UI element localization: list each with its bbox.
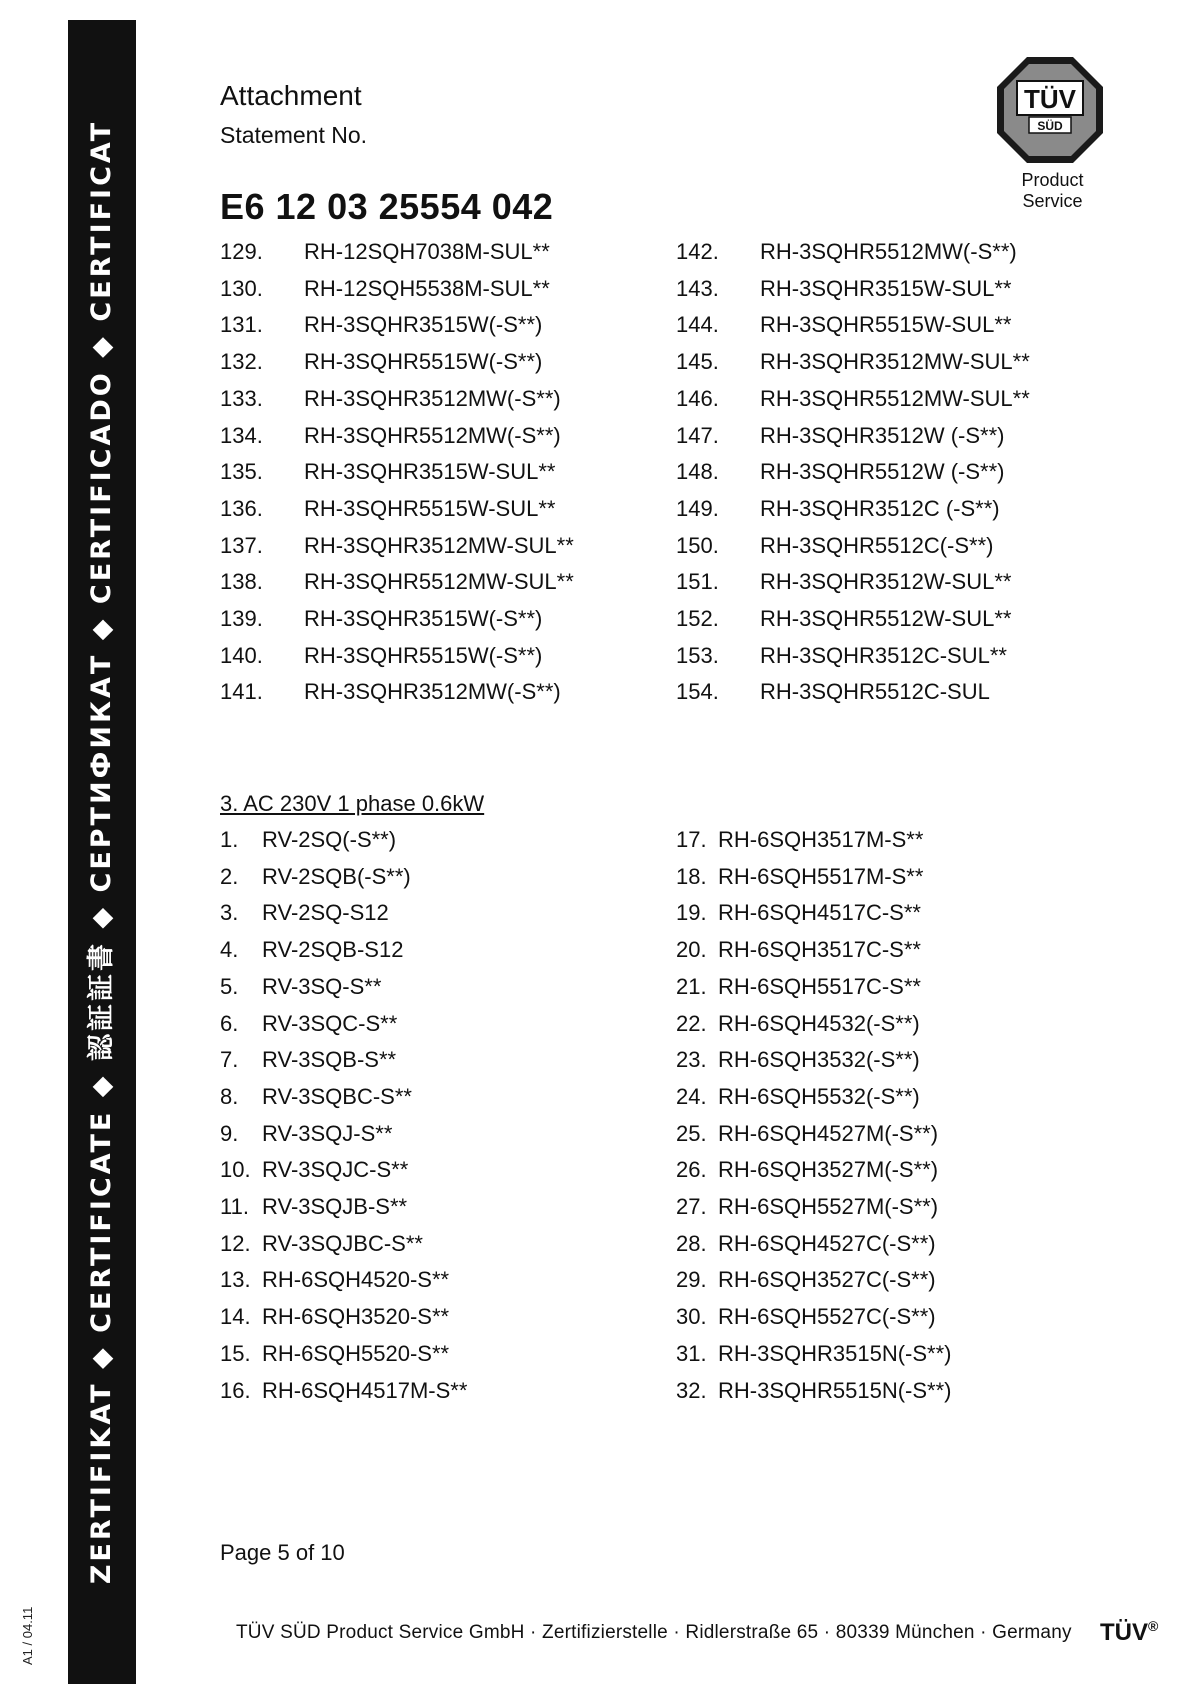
item-model: RH-3SQHR5515W-SUL** — [760, 312, 1012, 338]
item-number: 9. — [220, 1120, 239, 1146]
item-model: RH-3SQHR5512MW(-S**) — [304, 422, 561, 448]
item-model: RH-3SQHR3515N(-S**) — [718, 1340, 952, 1366]
item-number: 152. — [676, 606, 719, 631]
item-number: 32. — [676, 1377, 707, 1403]
item-model: RH-3SQHR5512MW-SUL** — [760, 385, 1030, 411]
item-number: 149. — [676, 495, 719, 521]
item-model: RH-6SQH5517M-S** — [718, 863, 924, 889]
statement-number: E6 12 03 25554 042 — [220, 186, 554, 227]
item-number: 18. — [676, 863, 707, 889]
item-number: 5. — [220, 973, 239, 999]
item-number: 131. — [220, 312, 263, 338]
item-model: RV-3SQ-S** — [262, 973, 382, 999]
item-model: RV-2SQB(-S**) — [262, 863, 411, 889]
item-model: RH-6SQH3532(-S**) — [718, 1047, 920, 1073]
item-number: 1. — [220, 827, 239, 852]
item-number: 136. — [220, 495, 263, 521]
item-number: 6. — [220, 1010, 239, 1036]
item-model: RH-3SQHR5512C(-S**) — [760, 532, 994, 558]
item-number: 24. — [676, 1083, 707, 1109]
item-model: RH-6SQH5532(-S**) — [718, 1083, 920, 1109]
item-model: RH-6SQH5527M(-S**) — [718, 1194, 939, 1219]
item-number: 12. — [220, 1230, 251, 1256]
item-model: RH-3SQHR5515N(-S**) — [718, 1377, 952, 1403]
item-number: 20. — [676, 937, 707, 963]
item-model: RH-6SQH3517C-S** — [718, 937, 921, 963]
item-model: RH-6SQH4532(-S**) — [718, 1010, 920, 1036]
item-model: RV-3SQBC-S** — [262, 1083, 412, 1109]
item-model: RH-12SQH5538M-SUL** — [304, 275, 550, 301]
item-number: 3. — [220, 900, 239, 926]
item-number: 16. — [220, 1377, 251, 1403]
product-service-label: Product Service — [1021, 170, 1084, 211]
item-model: RH-3SQHR3515W-SUL** — [304, 459, 556, 485]
item-model: RV-3SQJB-S** — [262, 1194, 408, 1219]
item-number: 137. — [220, 532, 263, 558]
item-model: RH-6SQH4527C(-S**) — [718, 1230, 936, 1256]
item-model: RH-3SQHR3512C-SUL** — [760, 642, 1007, 668]
item-model: RH-3SQHR3512W (-S**) — [760, 422, 1005, 448]
item-model: RH-3SQHR3515W(-S**) — [304, 606, 543, 631]
tuv-sud-logo-icon — [995, 55, 1105, 165]
item-number: 30. — [676, 1304, 707, 1330]
document-code: A1 / 04.11 — [20, 1606, 35, 1665]
item-number: 146. — [676, 385, 719, 411]
item-number: 148. — [676, 459, 719, 485]
item-number: 140. — [220, 642, 263, 668]
item-number: 19. — [676, 900, 707, 926]
item-number: 26. — [676, 1157, 707, 1183]
item-model: RH-3SQHR3515W(-S**) — [304, 312, 543, 338]
item-number: 138. — [220, 569, 263, 595]
item-number: 141. — [220, 679, 263, 705]
item-model: RH-3SQHR5512MW(-S**) — [760, 239, 1017, 264]
item-number: 134. — [220, 422, 263, 448]
item-number: 132. — [220, 349, 263, 375]
item-number: 8. — [220, 1083, 239, 1109]
section-heading: 3. AC 230V 1 phase 0.6kW — [220, 791, 485, 816]
item-number: 145. — [676, 349, 719, 375]
logo-bottom-text: SÜD — [1037, 119, 1063, 133]
item-model: RH-3SQHR5515W(-S**) — [304, 642, 543, 668]
item-model: RH-3SQHR3512MW-SUL** — [760, 349, 1030, 375]
item-number: 23. — [676, 1047, 707, 1073]
item-model: RH-3SQHR3515W-SUL** — [760, 275, 1012, 301]
item-model: RH-3SQHR5512MW-SUL** — [304, 569, 574, 595]
item-model: RH-3SQHR5515W-SUL** — [304, 495, 556, 521]
item-model: RV-3SQC-S** — [262, 1010, 398, 1036]
item-model: RV-3SQJ-S** — [262, 1120, 393, 1146]
item-number: 135. — [220, 459, 263, 485]
item-number: 153. — [676, 642, 719, 668]
item-model: RV-3SQJC-S** — [262, 1157, 409, 1183]
item-model: RV-2SQ-S12 — [262, 900, 389, 926]
item-number: 129. — [220, 239, 263, 264]
certificate-side-band — [68, 20, 136, 1684]
item-number: 14. — [220, 1304, 251, 1330]
item-model: RH-6SQH3527C(-S**) — [718, 1267, 936, 1293]
item-model: RH-6SQH5527C(-S**) — [718, 1304, 936, 1330]
item-number: 29. — [676, 1267, 707, 1293]
registered-mark: ® — [1148, 1618, 1159, 1634]
item-number: 4. — [220, 937, 239, 963]
item-number: 139. — [220, 606, 263, 631]
item-model: RH-6SQH4527M(-S**) — [718, 1120, 939, 1146]
item-number: 147. — [676, 422, 719, 448]
item-model: RH-3SQHR3512MW-SUL** — [304, 532, 574, 558]
item-number: 150. — [676, 532, 719, 558]
footer-logo-text: TÜV — [1100, 1619, 1148, 1646]
footer-address: TÜV SÜD Product Service GmbH · Zertifizierstelle · Ridlerstraße 65 · 80339 München · Germany — [236, 1622, 1072, 1643]
item-number: 13. — [220, 1267, 251, 1293]
item-model: RH-3SQHR5512W-SUL** — [760, 606, 1012, 631]
item-number: 17. — [676, 827, 707, 852]
item-model: RV-3SQB-S** — [262, 1047, 397, 1073]
item-number: 11. — [220, 1194, 249, 1219]
item-model: RH-3SQHR5512W (-S**) — [760, 459, 1005, 485]
item-model: RH-6SQH4520-S** — [262, 1267, 450, 1293]
item-model: RV-2SQ(-S**) — [262, 827, 397, 852]
statement-label: Statement No. — [220, 122, 368, 148]
item-number: 7. — [220, 1047, 239, 1073]
logo-top-text: TÜV — [1024, 84, 1076, 114]
item-model: RH-3SQHR5512C-SUL — [760, 679, 990, 705]
item-number: 133. — [220, 385, 263, 411]
item-number: 15. — [220, 1340, 251, 1366]
item-number: 28. — [676, 1230, 707, 1256]
item-model: RH-6SQH4517C-S** — [718, 900, 921, 926]
certificate-side-text: ZERTIFIKAT ◆ CERTIFICATE ◆ 認証証書 ◆ СЕРТИФИКАТ ◆ CERTIFICADO ◆ CERTIFICAT — [86, 119, 117, 1585]
attachment-title: Attachment — [220, 80, 362, 111]
item-number: 130. — [220, 275, 263, 301]
item-model: RH-6SQH3520-S** — [262, 1304, 450, 1330]
item-number: 142. — [676, 239, 719, 264]
item-model: RH-12SQH7038M-SUL** — [304, 239, 550, 264]
item-model: RH-3SQHR5515W(-S**) — [304, 349, 543, 375]
item-model: RH-6SQH4517M-S** — [262, 1377, 468, 1403]
item-number: 143. — [676, 275, 719, 301]
page-number: Page 5 of 10 — [220, 1540, 345, 1565]
item-number: 10. — [220, 1157, 251, 1183]
item-number: 25. — [676, 1120, 707, 1146]
item-model: RV-3SQJBC-S** — [262, 1230, 423, 1256]
item-model: RH-3SQHR3512C (-S**) — [760, 495, 1000, 521]
item-number: 21. — [676, 973, 707, 999]
item-number: 22. — [676, 1010, 707, 1036]
item-model: RH-6SQH3527M(-S**) — [718, 1157, 939, 1183]
item-model: RH-3SQHR3512MW(-S**) — [304, 385, 561, 411]
footer-tuv-logo — [1100, 1618, 1158, 1647]
item-model: RH-6SQH5520-S** — [262, 1340, 450, 1366]
item-number: 144. — [676, 312, 719, 338]
item-number: 151. — [676, 569, 719, 595]
item-number: 31. — [676, 1340, 707, 1366]
item-model: RH-6SQH5517C-S** — [718, 973, 921, 999]
item-number: 154. — [676, 679, 719, 705]
item-model: RV-2SQB-S12 — [262, 937, 404, 963]
item-model: RH-3SQHR3512W-SUL** — [760, 569, 1012, 595]
item-number: 2. — [220, 863, 239, 889]
item-number: 27. — [676, 1194, 707, 1219]
item-model: RH-6SQH3517M-S** — [718, 827, 924, 852]
item-model: RH-3SQHR3512MW(-S**) — [304, 679, 561, 705]
